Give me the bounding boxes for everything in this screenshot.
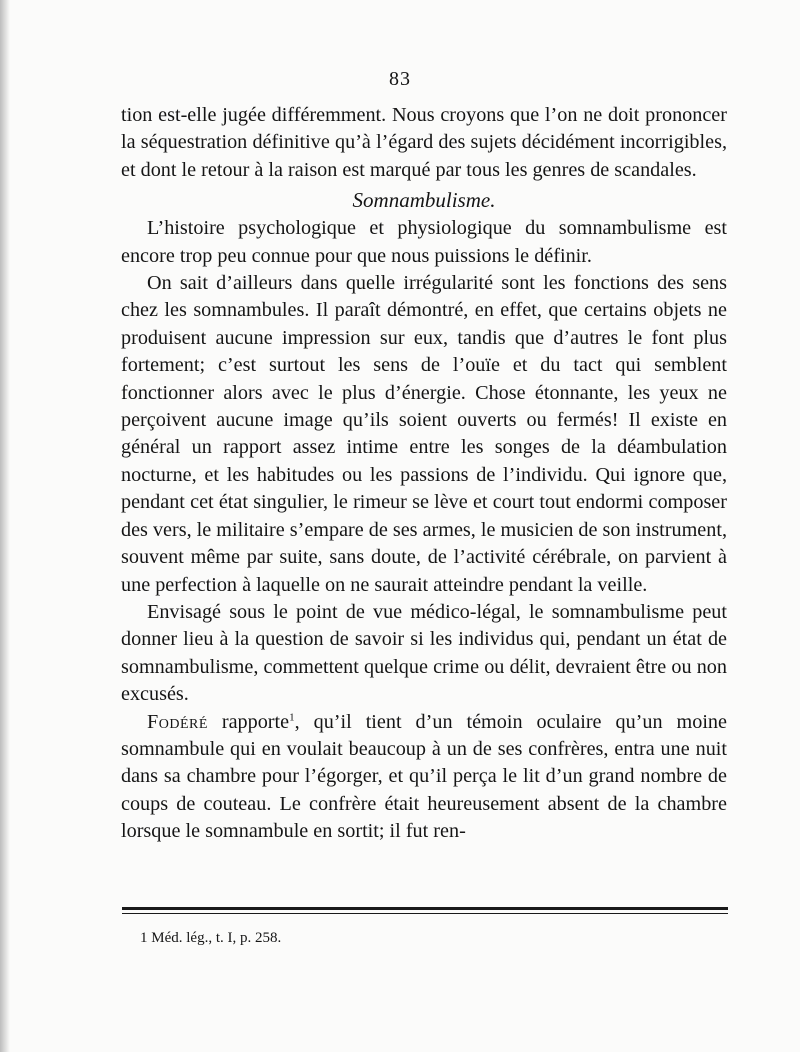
paragraph-lead: rapporte: [207, 710, 290, 733]
footnote-rule-thick: [122, 907, 728, 910]
footnote-marker: 1: [140, 930, 148, 946]
paragraph-fodere: [121, 709, 727, 846]
paragraph: On sait d’ailleurs dans quelle irrégularité sont les fonctions des sens chez les somnambules. Il paraît démontré, en effet, que certains objets ne produisent aucune impression sur eux, tandis que d’autres le font plus fortement; c’est surtout les sens de l’ouïe et du tact qui semblent fonctionner alors avec le plus d’énergie. Chose étonnante, les yeux ne perçoivent aucune image qu’ils soient ouverts ou fermés! Il existe en général un rapport assez intime entre les songes de la déambulation nocturne, et les habitudes ou les passions de l’individu. Qui ignore que, pendant cet état singulier, le rimeur se lève et court tout endormi composer des vers, le militaire s’empare de ses armes, le musicien de son instrument, souvent même par suite, sans doute, de l’activité cérébrale, on parvient à une perfection à laquelle on ne saurait atteindre pendant la veille.: [121, 272, 728, 596]
section-heading: Somnambulisme.: [352, 188, 496, 213]
author-name: Fodéré: [147, 710, 208, 733]
paragraph-text: , qu’il tient d’un témoin oculaire qu’un moine somnambule qui en voulait beaucoup à un de ses confrères, entra une nuit dans sa chambre pour l’égorger, et qu’il perça le lit d’un grand nombre de coups de couteau. Le confrère était heureusement absent de la chambre lorsque le somnambule en sortit; il fut ren-: [121, 710, 727, 843]
footnote-rule-thin: [122, 913, 728, 914]
body-text: [121, 102, 727, 846]
page-number: 83: [389, 68, 411, 90]
footnote-text: Méd. lég., t. I, p. 258.: [151, 930, 282, 946]
binding-shadow: [0, 0, 10, 1052]
paragraph: L’histoire psychologique et physiologique du somnambulisme est encore trop peu connue pour que nous puissions le définir.: [121, 217, 727, 267]
footnote-reference: 1: [289, 710, 295, 723]
paragraph-continuation: tion est-elle jugée différemment. Nous croyons que l’on ne doit prononcer la séquestration définitive qu’à l’égard des sujets décidément incorrigibles, et dont le retour à la raison est marqué par tous les genres de scandales.: [121, 104, 727, 181]
footnote: [140, 928, 281, 948]
paragraph: Envisagé sous le point de vue médico-légal, le somnambulisme peut donner lieu à la question de savoir si les individus qui, pendant un état de somnambulisme, commettent quelque crime ou délit, devraient être ou non excusés.: [121, 600, 727, 706]
